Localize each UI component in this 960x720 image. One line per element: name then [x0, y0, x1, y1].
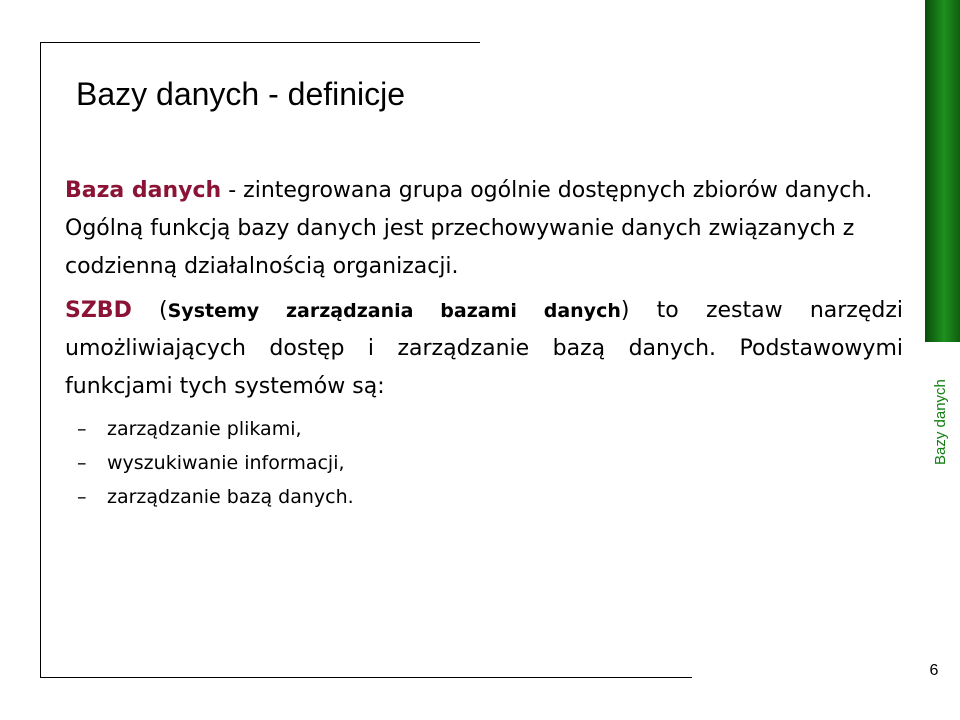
side-accent-bar — [925, 0, 960, 342]
frame-bottom-border — [40, 677, 692, 678]
slide-title: Bazy danych - definicje — [76, 76, 406, 112]
list-item: – zarządzanie plikami, — [65, 412, 903, 446]
dbms-paren-close: ) — [620, 298, 630, 323]
definition-dbms-text: to zestaw narzędzi umożliwiających dostęp i zarządzanie bazą danych. Podstawowymi funkcjami tych systemów są: — [65, 298, 903, 399]
term-dbms: SZBD — [65, 298, 132, 323]
dbms-functions-list — [65, 412, 903, 514]
definition-database — [65, 172, 903, 286]
dbms-expansion: Systemy zarządzania bazami danych — [167, 300, 621, 322]
dbms-paren-open: ( — [131, 298, 168, 323]
slide-content — [65, 172, 903, 514]
definition-dbms — [65, 292, 903, 406]
frame-left-border — [40, 42, 41, 678]
term-database: Baza danych — [65, 178, 222, 203]
page-number: 6 — [929, 662, 939, 679]
list-item: – wyszukiwanie informacji, — [65, 446, 903, 480]
list-item: – zarządzanie bazą danych. — [65, 480, 903, 514]
definition-database-text: - zintegrowana grupa ogólnie dostępnych zbiorów danych. Ogólną funkcją bazy danych jest przechowywanie danych związanych z codzienną działalnością organizacji. — [65, 178, 873, 279]
frame-top-border — [40, 42, 480, 43]
